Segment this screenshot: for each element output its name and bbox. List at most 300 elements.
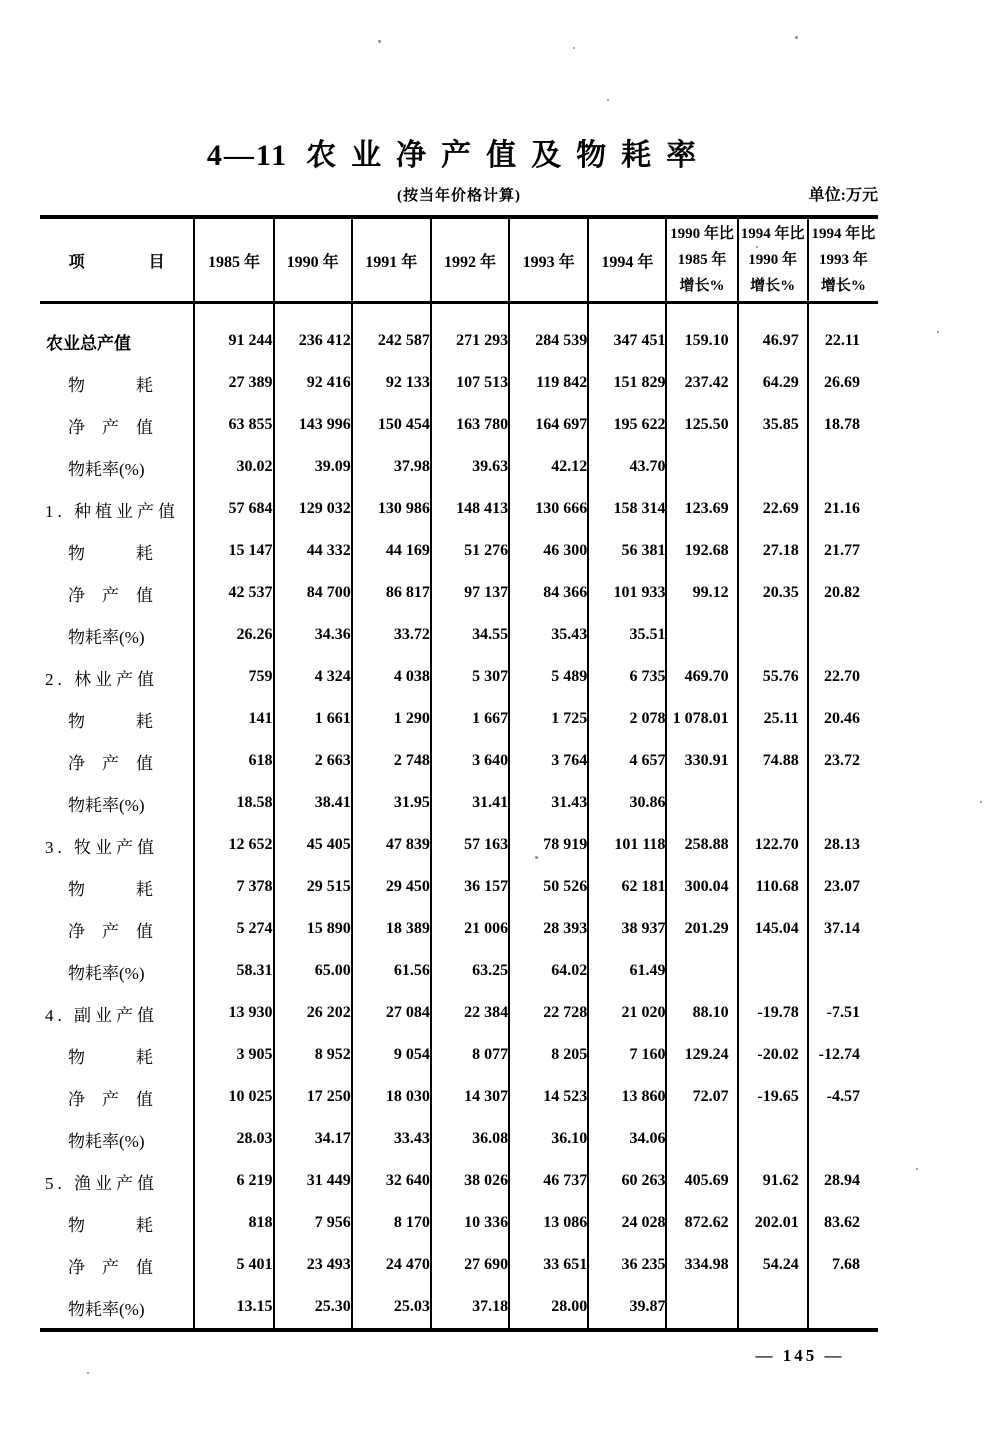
table-row — [40, 992, 878, 1034]
growth-value-cell: -12.74 — [818, 1046, 860, 1063]
growth-column-header — [666, 217, 737, 303]
value-cell: 119 842 — [509, 362, 588, 404]
table-subtitle: (按当年价格计算) — [397, 188, 521, 204]
value-cell: 2 663 — [274, 740, 352, 782]
value-cell: 347 451 — [588, 303, 666, 363]
table-row — [40, 572, 878, 614]
row-label: 物 耗 — [40, 362, 194, 404]
value-cell: 130 666 — [509, 488, 588, 530]
value-cell: 18 389 — [352, 908, 431, 950]
value-cell: 58.31 — [194, 950, 273, 992]
value-cell: 107 513 — [431, 362, 509, 404]
value-cell: 2 748 — [352, 740, 431, 782]
scan-noise-dot — [607, 99, 609, 101]
row-label: 物耗率(%) — [40, 614, 194, 656]
growth-value-cell: 192.68 — [666, 530, 737, 572]
value-cell: 34.17 — [274, 1118, 352, 1160]
value-cell: 10 336 — [431, 1202, 509, 1244]
value-cell: 30.02 — [194, 446, 273, 488]
value-cell: 15 890 — [274, 908, 352, 950]
row-label: 物 耗 — [40, 530, 194, 572]
growth-header-line: 增长% — [750, 278, 796, 294]
statistics-table — [40, 215, 878, 1332]
table-row — [40, 698, 878, 740]
growth-value-cell — [738, 614, 808, 656]
item-column-header: 项 目 — [40, 217, 194, 303]
value-cell: 57 684 — [194, 488, 273, 530]
value-cell: 6 735 — [588, 656, 666, 698]
growth-value-cell: 7.68 — [832, 1256, 860, 1273]
table-row — [40, 614, 878, 656]
growth-header-line: 1990 年 — [748, 252, 798, 268]
value-cell: 271 293 — [431, 303, 509, 363]
row-label: 净 产 值 — [40, 404, 194, 446]
growth-value-cell: 22.70 — [824, 668, 860, 685]
value-cell: 101 118 — [588, 824, 666, 866]
value-cell: 25.30 — [274, 1286, 352, 1330]
growth-value-cell: -19.65 — [738, 1076, 808, 1118]
scan-noise-dot — [980, 801, 982, 803]
table-row — [40, 362, 878, 404]
page-title — [40, 130, 878, 174]
value-cell: 37.98 — [352, 446, 431, 488]
growth-column-header — [738, 217, 808, 303]
growth-value-cell — [808, 950, 878, 992]
growth-header-line: 1993 年 — [818, 252, 868, 268]
year-column-header: 1994 年 — [588, 217, 666, 303]
growth-value-cell: 405.69 — [666, 1160, 737, 1202]
value-cell: 44 332 — [274, 530, 352, 572]
value-cell: 38 026 — [431, 1160, 509, 1202]
value-cell: 101 933 — [588, 572, 666, 614]
value-cell: 10 025 — [194, 1076, 273, 1118]
scan-noise-dot — [378, 40, 381, 43]
growth-value-cell: -19.78 — [738, 992, 808, 1034]
growth-value-cell: 88.10 — [666, 992, 737, 1034]
value-cell: 34.06 — [588, 1118, 666, 1160]
value-cell: 15 147 — [194, 530, 273, 572]
value-cell: 35.51 — [588, 614, 666, 656]
value-cell: 1 725 — [509, 698, 588, 740]
value-cell: 27 690 — [431, 1244, 509, 1286]
value-cell: 618 — [194, 740, 273, 782]
value-cell: 64.02 — [509, 950, 588, 992]
value-cell: 33 651 — [509, 1244, 588, 1286]
value-cell: 29 515 — [274, 866, 352, 908]
row-label: 物耗率(%) — [40, 950, 194, 992]
growth-column-header — [808, 217, 878, 303]
value-cell: 35.43 — [509, 614, 588, 656]
row-label: 净 产 值 — [40, 1244, 194, 1286]
value-cell: 4 038 — [352, 656, 431, 698]
table-header — [40, 217, 878, 303]
growth-header-line: 1994 年比 — [811, 226, 876, 242]
value-cell: 27 084 — [352, 992, 431, 1034]
value-cell: 5 401 — [194, 1244, 273, 1286]
value-cell: 36 235 — [588, 1244, 666, 1286]
value-cell: 63 855 — [194, 404, 273, 446]
scan-noise-dot — [535, 856, 538, 859]
value-cell: 39.87 — [588, 1286, 666, 1330]
growth-header-line: 1994 年比 — [740, 226, 805, 242]
row-label: 物 耗 — [40, 1202, 194, 1244]
row-label: 3. 牧业产值 — [40, 824, 194, 866]
row-label: 净 产 值 — [40, 1076, 194, 1118]
scan-noise-dot — [87, 1372, 89, 1374]
value-cell: 150 454 — [352, 404, 431, 446]
growth-value-cell: 26.69 — [824, 374, 860, 391]
value-cell: 5 489 — [509, 656, 588, 698]
growth-value-cell — [738, 950, 808, 992]
growth-value-cell: 55.76 — [738, 656, 808, 698]
table-row — [40, 656, 878, 698]
growth-value-cell: 25.11 — [738, 698, 808, 740]
growth-value-cell: 145.04 — [738, 908, 808, 950]
page-number: — 145 — — [755, 1346, 845, 1365]
value-cell: 195 622 — [588, 404, 666, 446]
growth-value-cell: 110.68 — [738, 866, 808, 908]
growth-header-line: 1990 年比 — [670, 226, 734, 242]
growth-value-cell — [738, 446, 808, 488]
value-cell: 1 290 — [352, 698, 431, 740]
value-cell: 242 587 — [352, 303, 431, 363]
value-cell: 56 381 — [588, 530, 666, 572]
year-column-header: 1991 年 — [352, 217, 431, 303]
value-cell: 38 937 — [588, 908, 666, 950]
year-column-header: 1985 年 — [194, 217, 273, 303]
growth-value-cell: 37.14 — [824, 920, 860, 937]
value-cell: 3 905 — [194, 1034, 273, 1076]
growth-value-cell: 20.35 — [738, 572, 808, 614]
value-cell: 34.36 — [274, 614, 352, 656]
growth-value-cell: 20.46 — [824, 710, 860, 727]
growth-value-cell: 72.07 — [666, 1076, 737, 1118]
row-label: 物耗率(%) — [40, 1118, 194, 1160]
value-cell: 13 930 — [194, 992, 273, 1034]
value-cell: 6 219 — [194, 1160, 273, 1202]
growth-value-cell: 21.77 — [824, 542, 860, 559]
value-cell: 57 163 — [431, 824, 509, 866]
value-cell: 24 028 — [588, 1202, 666, 1244]
value-cell: 24 470 — [352, 1244, 431, 1286]
value-cell: 39.09 — [274, 446, 352, 488]
growth-header-line: 增长% — [679, 278, 725, 294]
table-row — [40, 824, 878, 866]
table-row — [40, 1076, 878, 1118]
growth-value-cell: 22.11 — [824, 332, 860, 349]
growth-value-cell: 469.70 — [666, 656, 737, 698]
growth-value-cell — [666, 1118, 737, 1160]
table-row — [40, 404, 878, 446]
value-cell: 45 405 — [274, 824, 352, 866]
table-row — [40, 908, 878, 950]
value-cell: 28 393 — [509, 908, 588, 950]
value-cell: 39.63 — [431, 446, 509, 488]
value-cell: 1 667 — [431, 698, 509, 740]
growth-value-cell: 258.88 — [666, 824, 737, 866]
growth-value-cell — [666, 614, 737, 656]
value-cell: 5 274 — [194, 908, 273, 950]
value-cell: 7 160 — [588, 1034, 666, 1076]
growth-value-cell: 202.01 — [738, 1202, 808, 1244]
value-cell: 27 389 — [194, 362, 273, 404]
value-cell: 818 — [194, 1202, 273, 1244]
row-label: 5. 渔业产值 — [40, 1160, 194, 1202]
growth-value-cell — [738, 1286, 808, 1330]
growth-value-cell: 99.12 — [666, 572, 737, 614]
growth-value-cell: 129.24 — [666, 1034, 737, 1076]
value-cell: 31.41 — [431, 782, 509, 824]
growth-value-cell: -4.57 — [826, 1088, 860, 1105]
value-cell: 22 728 — [509, 992, 588, 1034]
growth-value-cell — [738, 1118, 808, 1160]
unit-label: 单位:万元 — [808, 187, 878, 204]
table-row — [40, 1286, 878, 1330]
growth-value-cell: 21.16 — [824, 500, 860, 517]
growth-value-cell — [808, 446, 878, 488]
growth-value-cell: 74.88 — [738, 740, 808, 782]
row-label: 净 产 值 — [40, 572, 194, 614]
value-cell: 8 205 — [509, 1034, 588, 1076]
growth-value-cell: 64.29 — [738, 362, 808, 404]
value-cell: 141 — [194, 698, 273, 740]
row-label: 2. 林业产值 — [40, 656, 194, 698]
value-cell: 7 378 — [194, 866, 273, 908]
value-cell: 31 449 — [274, 1160, 352, 1202]
value-cell: 759 — [194, 656, 273, 698]
table-row — [40, 530, 878, 572]
growth-value-cell: 54.24 — [738, 1244, 808, 1286]
value-cell: 8 077 — [431, 1034, 509, 1076]
table-row — [40, 1034, 878, 1076]
value-cell: 2 078 — [588, 698, 666, 740]
value-cell: 43.70 — [588, 446, 666, 488]
value-cell: 8 952 — [274, 1034, 352, 1076]
scan-noise-dot — [937, 331, 939, 333]
value-cell: 25.03 — [352, 1286, 431, 1330]
growth-value-cell: 872.62 — [666, 1202, 737, 1244]
value-cell: 97 137 — [431, 572, 509, 614]
value-cell: 13 086 — [509, 1202, 588, 1244]
value-cell: 12 652 — [194, 824, 273, 866]
row-label: 4. 副业产值 — [40, 992, 194, 1034]
row-label: 物 耗 — [40, 1034, 194, 1076]
row-label: 1. 种植业产值 — [40, 488, 194, 530]
table-row — [40, 488, 878, 530]
value-cell: 4 324 — [274, 656, 352, 698]
value-cell: 22 384 — [431, 992, 509, 1034]
growth-value-cell: 237.42 — [666, 362, 737, 404]
table-row — [40, 446, 878, 488]
table-body — [40, 303, 878, 1331]
growth-value-cell: 27.18 — [738, 530, 808, 572]
growth-value-cell — [666, 446, 737, 488]
value-cell: 36.10 — [509, 1118, 588, 1160]
value-cell: 47 839 — [352, 824, 431, 866]
value-cell: 130 986 — [352, 488, 431, 530]
value-cell: 33.72 — [352, 614, 431, 656]
value-cell: 36 157 — [431, 866, 509, 908]
growth-value-cell — [808, 614, 878, 656]
value-cell: 91 244 — [194, 303, 273, 363]
value-cell: 14 523 — [509, 1076, 588, 1118]
growth-value-cell — [808, 782, 878, 824]
value-cell: 13.15 — [194, 1286, 273, 1330]
growth-value-cell: 22.69 — [738, 488, 808, 530]
table-row — [40, 1244, 878, 1286]
value-cell: 42 537 — [194, 572, 273, 614]
value-cell: 30.86 — [588, 782, 666, 824]
growth-value-cell: 123.69 — [666, 488, 737, 530]
scan-noise-dot — [916, 1168, 918, 1170]
growth-value-cell — [666, 782, 737, 824]
row-label: 物耗率(%) — [40, 1286, 194, 1330]
value-cell: 31.43 — [509, 782, 588, 824]
header-row — [40, 217, 878, 303]
value-cell: 7 956 — [274, 1202, 352, 1244]
value-cell: 21 020 — [588, 992, 666, 1034]
growth-value-cell: -7.51 — [826, 1004, 860, 1021]
value-cell: 143 996 — [274, 404, 352, 446]
row-label: 农业总产值 — [40, 303, 194, 363]
value-cell: 63.25 — [431, 950, 509, 992]
growth-value-cell: -20.02 — [738, 1034, 808, 1076]
row-label: 净 产 值 — [40, 740, 194, 782]
value-cell: 38.41 — [274, 782, 352, 824]
value-cell: 17 250 — [274, 1076, 352, 1118]
value-cell: 32 640 — [352, 1160, 431, 1202]
growth-value-cell: 18.78 — [824, 416, 860, 433]
row-label: 物耗率(%) — [40, 782, 194, 824]
growth-value-cell — [808, 1286, 878, 1330]
value-cell: 18 030 — [352, 1076, 431, 1118]
scan-noise-dot — [795, 36, 798, 39]
value-cell: 26.26 — [194, 614, 273, 656]
growth-value-cell: 23.72 — [824, 752, 860, 769]
value-cell: 129 032 — [274, 488, 352, 530]
table-row — [40, 782, 878, 824]
value-cell: 13 860 — [588, 1076, 666, 1118]
value-cell: 84 700 — [274, 572, 352, 614]
value-cell: 1 661 — [274, 698, 352, 740]
value-cell: 9 054 — [352, 1034, 431, 1076]
table-row — [40, 950, 878, 992]
value-cell: 151 829 — [588, 362, 666, 404]
growth-value-cell: 23.07 — [824, 878, 860, 895]
value-cell: 44 169 — [352, 530, 431, 572]
value-cell: 42.12 — [509, 446, 588, 488]
table-row — [40, 1118, 878, 1160]
value-cell: 164 697 — [509, 404, 588, 446]
growth-value-cell: 46.97 — [738, 303, 808, 363]
value-cell: 50 526 — [509, 866, 588, 908]
value-cell: 148 413 — [431, 488, 509, 530]
value-cell: 92 416 — [274, 362, 352, 404]
growth-value-cell: 1 078.01 — [666, 698, 737, 740]
table-row — [40, 740, 878, 782]
value-cell: 84 366 — [509, 572, 588, 614]
value-cell: 284 539 — [509, 303, 588, 363]
value-cell: 18.58 — [194, 782, 273, 824]
row-label: 物 耗 — [40, 866, 194, 908]
table-row — [40, 866, 878, 908]
value-cell: 86 817 — [352, 572, 431, 614]
value-cell: 26 202 — [274, 992, 352, 1034]
value-cell: 60 263 — [588, 1160, 666, 1202]
growth-value-cell: 300.04 — [666, 866, 737, 908]
value-cell: 51 276 — [431, 530, 509, 572]
growth-value-cell: 330.91 — [666, 740, 737, 782]
growth-value-cell — [666, 1286, 737, 1330]
value-cell: 36.08 — [431, 1118, 509, 1160]
year-column-header: 1990 年 — [274, 217, 352, 303]
growth-value-cell: 334.98 — [666, 1244, 737, 1286]
table-number: 4—11 — [206, 139, 289, 172]
year-column-header: 1992 年 — [431, 217, 509, 303]
value-cell: 61.49 — [588, 950, 666, 992]
value-cell: 92 133 — [352, 362, 431, 404]
value-cell: 4 657 — [588, 740, 666, 782]
value-cell: 62 181 — [588, 866, 666, 908]
value-cell: 14 307 — [431, 1076, 509, 1118]
table-title-text: 农业净产值及物耗率 — [306, 139, 712, 172]
value-cell: 236 412 — [274, 303, 352, 363]
value-cell: 163 780 — [431, 404, 509, 446]
value-cell: 33.43 — [352, 1118, 431, 1160]
growth-header-line: 增长% — [820, 278, 866, 294]
value-cell: 28.00 — [509, 1286, 588, 1330]
row-label: 物耗率(%) — [40, 446, 194, 488]
value-cell: 8 170 — [352, 1202, 431, 1244]
row-label: 物 耗 — [40, 698, 194, 740]
table-row — [40, 1202, 878, 1244]
value-cell: 3 640 — [431, 740, 509, 782]
scan-noise-dot — [756, 246, 758, 248]
table-row — [40, 1160, 878, 1202]
value-cell: 23 493 — [274, 1244, 352, 1286]
scan-noise-dot — [573, 47, 575, 49]
growth-value-cell: 159.10 — [666, 303, 737, 363]
growth-value-cell: 122.70 — [738, 824, 808, 866]
growth-header-line: 1985 年 — [677, 252, 727, 268]
growth-value-cell: 35.85 — [738, 404, 808, 446]
growth-value-cell — [666, 950, 737, 992]
value-cell: 46 300 — [509, 530, 588, 572]
value-cell: 37.18 — [431, 1286, 509, 1330]
value-cell: 21 006 — [431, 908, 509, 950]
growth-value-cell: 28.94 — [824, 1172, 860, 1189]
value-cell: 78 919 — [509, 824, 588, 866]
row-label: 净 产 值 — [40, 908, 194, 950]
value-cell: 61.56 — [352, 950, 431, 992]
value-cell: 158 314 — [588, 488, 666, 530]
value-cell: 28.03 — [194, 1118, 273, 1160]
value-cell: 5 307 — [431, 656, 509, 698]
growth-value-cell — [738, 782, 808, 824]
value-cell: 29 450 — [352, 866, 431, 908]
value-cell: 46 737 — [509, 1160, 588, 1202]
growth-value-cell: 83.62 — [824, 1214, 860, 1231]
growth-value-cell: 125.50 — [666, 404, 737, 446]
year-column-header: 1993 年 — [509, 217, 588, 303]
growth-value-cell: 28.13 — [824, 836, 860, 853]
growth-value-cell: 20.82 — [824, 584, 860, 601]
value-cell: 3 764 — [509, 740, 588, 782]
growth-value-cell: 201.29 — [666, 908, 737, 950]
value-cell: 31.95 — [352, 782, 431, 824]
growth-value-cell — [808, 1118, 878, 1160]
value-cell: 65.00 — [274, 950, 352, 992]
